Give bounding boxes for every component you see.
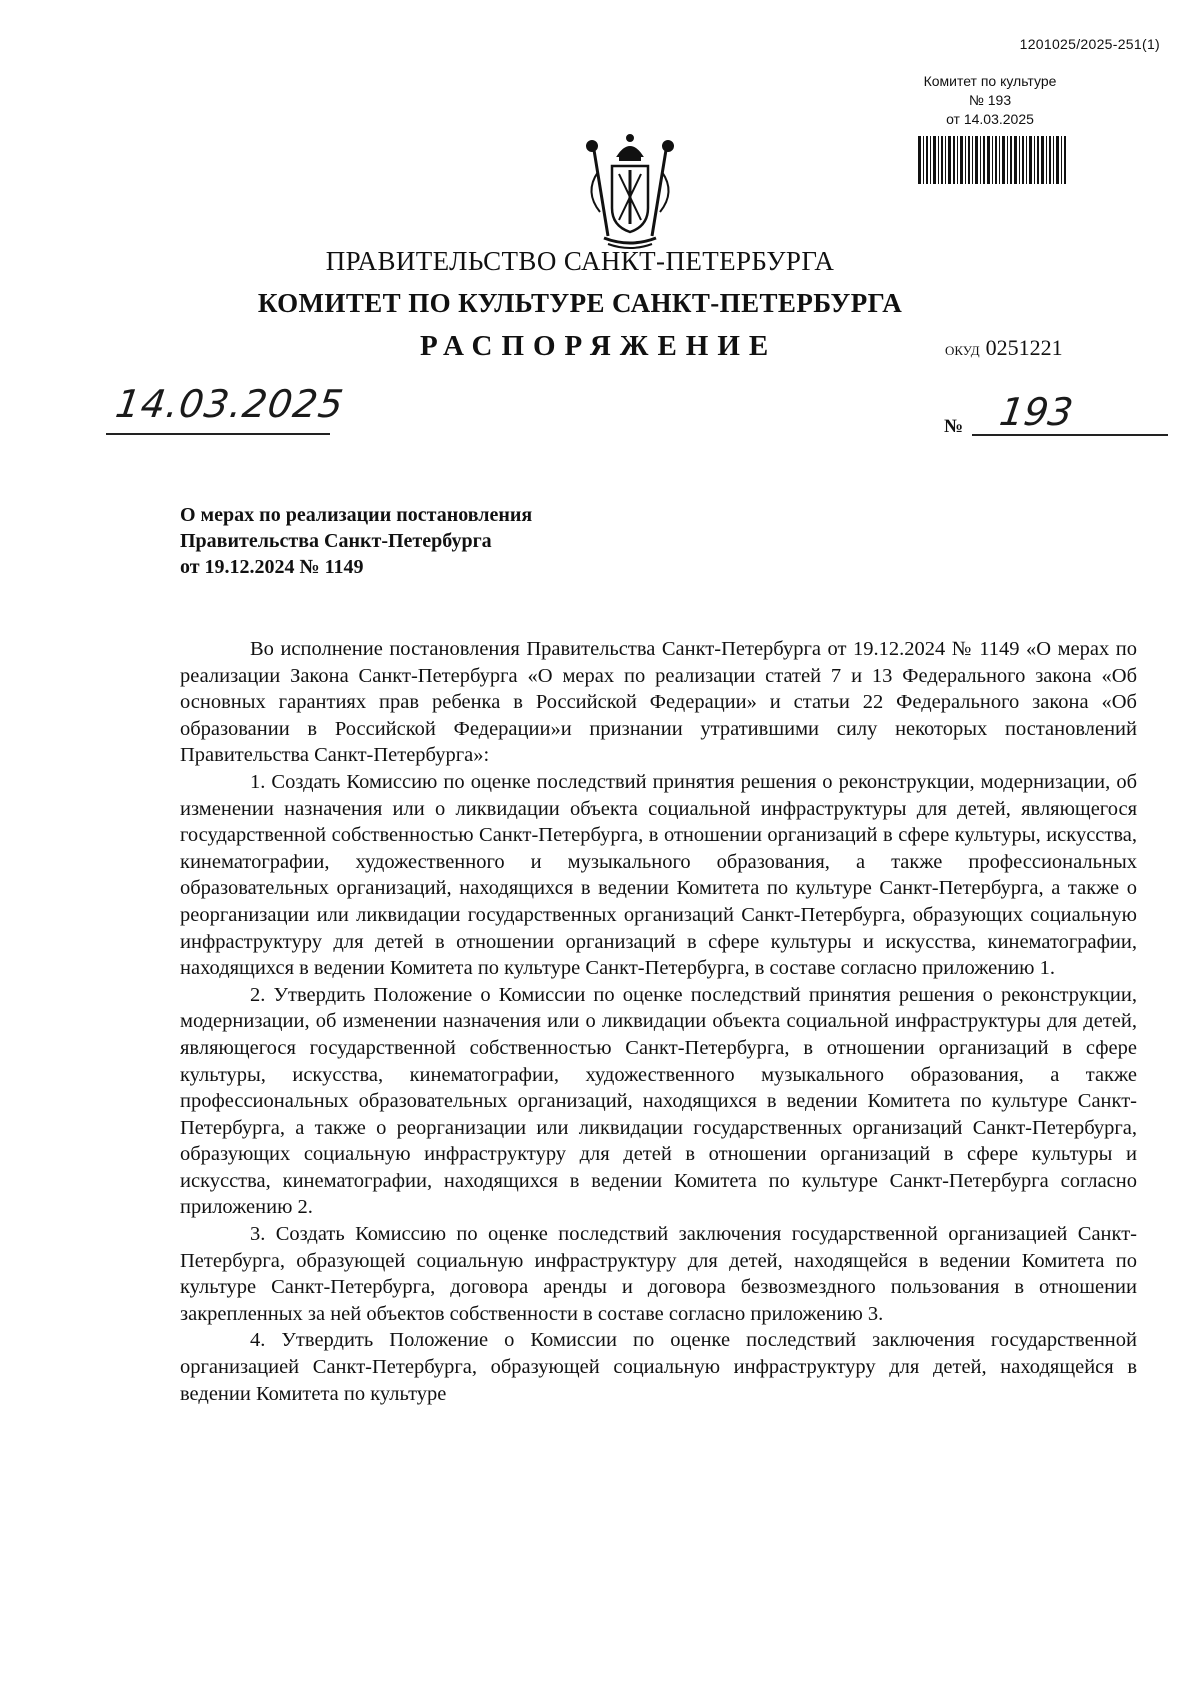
registration-id: 1201025/2025-251(1) [1019, 36, 1160, 52]
stamp-number: № 193 [968, 92, 1012, 108]
item-paragraph-1: 1. Создать Комиссию по оценке последствий принятия решения о реконструкции, модернизации, об изменении назначения или о ликвидации объекта социальной инфраструктуры для детей, являющегося государственной собственностью Санкт-Петербурга, в отношении организаций в сфере культуры, искусства, кинематографии, художественного и музыкального образования, а также профессиональных образовательных организаций, находящихся в ведении Комитета по культуре Санкт-Петербурга, а также о реорганизации или ликвидации государственных организаций Санкт-Петербурга, образующих социальную инфраструктуру для детей в отношении организаций в сфере культуры и искусства, кинематографии, находящихся в ведении Комитета по культуре Санкт-Петербурга, в составе согласно приложению 1. [180, 770, 1137, 980]
okud-label: ОКУД [945, 343, 980, 358]
okud-code: 0251221 [985, 335, 1063, 360]
handwritten-number: 193 [996, 390, 1076, 434]
document-subject [180, 502, 532, 580]
date-underline [106, 433, 330, 435]
item-paragraph-2: 2. Утвердить Положение о Комиссии по оценке последствий принятия решения о реконструкции, модернизации, об изменении назначения или о ликвидации объекта социальной инфраструктуры для детей, являющегося государственной собственностью Санкт-Петербурга, в отношении организаций в сфере культуры, искусства, кинематографии, художественного музыкального образования, а также профессиональных образовательных организаций, находящихся в ведении Комитета по культуре Санкт-Петербурга, а также о реорганизации или ликвидации государственных организаций Санкт-Петербурга, образующих социальную инфраструктуру для детей в отношении организаций в сфере культуры и искусства, кинематографии, находящихся в ведении Комитета по культуре Санкт-Петербурга согласно приложению 2. [180, 983, 1137, 1219]
preamble-paragraph: Во исполнение постановления Правительства Санкт-Петербурга от 19.12.2024 № 1149 «О мерах по реализации Закона Санкт-Петербурга «О мерах по реализации статей 7 и 13 Федерального закона «Об основных гарантиях прав ребенка в Российской Федерации» и статьи 22 Федерального закона «Об образовании в Российской Федерации»и признании утратившими силу некоторых постановлений Правительства Санкт-Петербурга»: [180, 638, 1137, 767]
number-underline [972, 434, 1168, 436]
number-label: № [944, 416, 964, 437]
coat-of-arms-icon [574, 132, 686, 250]
registration-stamp [900, 72, 1080, 129]
committee-title: КОМИТЕТ ПО КУЛЬТУРЕ САНКТ-ПЕТЕРБУРГА [257, 288, 903, 318]
handwritten-date: 14.03.2025 [112, 382, 347, 426]
item-paragraph-3: 3. Создать Комиссию по оценке последствий заключения государственной организацией Санкт-Петербурга, образующей социальную инфраструктуру для детей, находящейся в ведении Комитета по культуре Санкт-Петербурга, договора аренды и договора безвозмездного пользования в отношении закрепленных за ней объектов собственности в составе согласно приложению 3. [180, 1223, 1137, 1325]
government-title: ПРАВИТЕЛЬСТВО САНКТ-ПЕТЕРБУРГА [325, 246, 835, 276]
document-body [180, 636, 1137, 1407]
stamp-org: Комитет по культуре [923, 73, 1057, 89]
subject-line: от 19.12.2024 № 1149 [180, 556, 364, 578]
document-type: РАСПОРЯЖЕНИЕ [420, 330, 778, 362]
okud-field [945, 335, 1063, 361]
stamp-date: от 14.03.2025 [946, 111, 1034, 127]
barcode-icon [918, 136, 1066, 184]
subject-line: О мерах по реализации постановления [180, 504, 533, 526]
item-paragraph-4: 4. Утвердить Положение о Комиссии по оценке последствий заключения государственной организацией Санкт-Петербурга, образующей социальную инфраструктуру для детей, находящейся в ведении Комитета по культуре [180, 1329, 1137, 1405]
subject-line: Правительства Санкт-Петербурга [180, 530, 492, 552]
